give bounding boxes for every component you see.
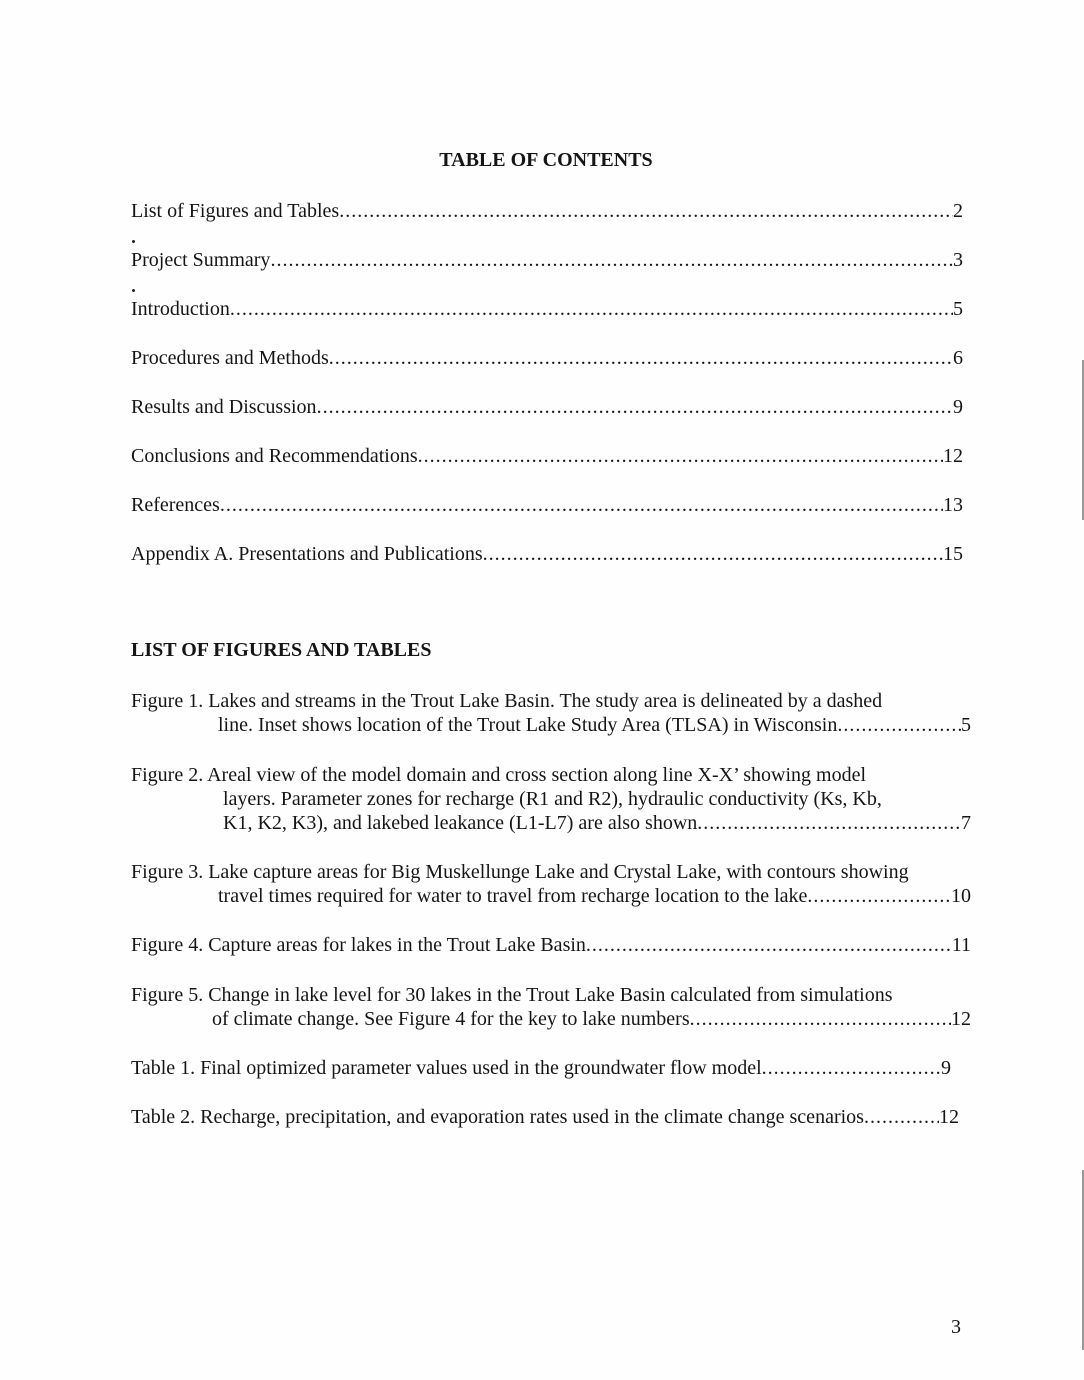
list-of-figures-title: LIST OF FIGURES AND TABLES	[131, 639, 432, 661]
leader-dots	[230, 296, 953, 322]
figure-entry	[131, 933, 971, 957]
toc-entry	[131, 296, 963, 322]
page-number: 3	[951, 1316, 961, 1338]
toc-entry	[131, 443, 963, 469]
entry-line	[131, 1007, 971, 1031]
entry-page: 12	[939, 1106, 959, 1128]
entry-page: 9	[941, 1057, 951, 1079]
entry-line	[131, 884, 971, 908]
entry-line-text: travel times required for water to travel from recharge location to the lake	[218, 885, 808, 907]
toc-entry	[131, 247, 963, 273]
figure-entry	[131, 983, 971, 1031]
leader-dots	[329, 345, 953, 371]
figure-entry	[131, 689, 971, 737]
entry-page: 11	[951, 934, 971, 956]
toc-entry-page: 2	[953, 200, 963, 222]
toc-entry	[131, 492, 963, 518]
leader-dots	[690, 1007, 951, 1031]
toc-entry-label: List of Figures and Tables	[131, 200, 340, 222]
leader-dots	[697, 811, 961, 835]
entry-line	[131, 1056, 951, 1080]
toc-entry-label: Procedures and Methods	[131, 347, 329, 369]
leader-dots	[837, 713, 961, 737]
toc-entry-label: Conclusions and Recommendations	[131, 445, 418, 467]
leader-dots	[807, 884, 951, 908]
leader-dots	[270, 247, 953, 273]
leader-dots	[864, 1105, 939, 1129]
stray-mark	[132, 240, 135, 243]
leader-dots	[220, 492, 943, 518]
toc-entry	[131, 394, 963, 420]
figure-entry	[131, 763, 971, 835]
toc-title: TABLE OF CONTENTS	[439, 149, 653, 171]
entry-line	[131, 933, 971, 957]
toc-entry-page: 6	[953, 347, 963, 369]
entry-line	[131, 1105, 959, 1129]
toc-entry-label: Results and Discussion	[131, 396, 317, 418]
entry-line: Figure 2. Areal view of the model domain and cross section along line X-X’ showing model	[131, 764, 867, 786]
leader-dots	[762, 1056, 941, 1080]
toc-entry-label: Introduction	[131, 298, 230, 320]
stray-mark	[132, 289, 135, 292]
entry-page: 7	[961, 812, 971, 834]
entry-page: 5	[961, 714, 971, 736]
toc-entry-page: 5	[953, 298, 963, 320]
entry-line-text: Table 2. Recharge, precipitation, and evaporation rates used in the climate change scenarios	[131, 1106, 864, 1128]
leader-dots	[483, 541, 943, 567]
entry-page: 12	[951, 1008, 971, 1030]
toc-entry-page: 13	[943, 494, 963, 516]
table-entry	[131, 1056, 951, 1080]
entry-line-text: K1, K2, K3), and lakebed leakance (L1-L7) are also shown	[223, 812, 698, 834]
toc-entry-page: 12	[943, 445, 963, 467]
toc-entry-label: Project Summary	[131, 249, 271, 271]
entry-line: Figure 1. Lakes and streams in the Trout Lake Basin. The study area is delineated by a dashed	[131, 690, 883, 712]
leader-dots	[339, 198, 953, 224]
entry-line-text: line. Inset shows location of the Trout Lake Study Area (TLSA) in Wisconsin	[218, 714, 838, 736]
toc-entry-label: References	[131, 494, 220, 516]
toc-entry-label: Appendix A. Presentations and Publications	[131, 543, 483, 565]
entry-line	[131, 713, 971, 737]
toc-entry-page: 15	[943, 543, 963, 565]
entry-line: Figure 3. Lake capture areas for Big Muskellunge Lake and Crystal Lake, with contours showing	[131, 861, 909, 883]
leader-dots	[418, 443, 943, 469]
entry-page: 10	[951, 885, 971, 907]
entry-line: Figure 5. Change in lake level for 30 lakes in the Trout Lake Basin calculated from simulations	[131, 984, 893, 1006]
entry-line: layers. Parameter zones for recharge (R1 and R2), hydraulic conductivity (Ks, Kb,	[223, 788, 882, 810]
entry-line-text: of climate change. See Figure 4 for the key to lake numbers	[212, 1008, 690, 1030]
entry-line-text: Figure 4. Capture areas for lakes in the Trout Lake Basin	[131, 934, 586, 956]
leader-dots	[586, 933, 952, 957]
toc-entry	[131, 345, 963, 371]
toc-entry-page: 9	[953, 396, 963, 418]
entry-line-text: Table 1. Final optimized parameter values used in the groundwater flow model	[131, 1057, 762, 1079]
figure-entry	[131, 860, 971, 908]
toc-entry	[131, 198, 963, 224]
table-entry	[131, 1105, 959, 1129]
leader-dots	[317, 394, 953, 420]
toc-entry	[131, 541, 963, 567]
entry-line	[131, 811, 971, 835]
toc-entry-page: 3	[953, 249, 963, 271]
